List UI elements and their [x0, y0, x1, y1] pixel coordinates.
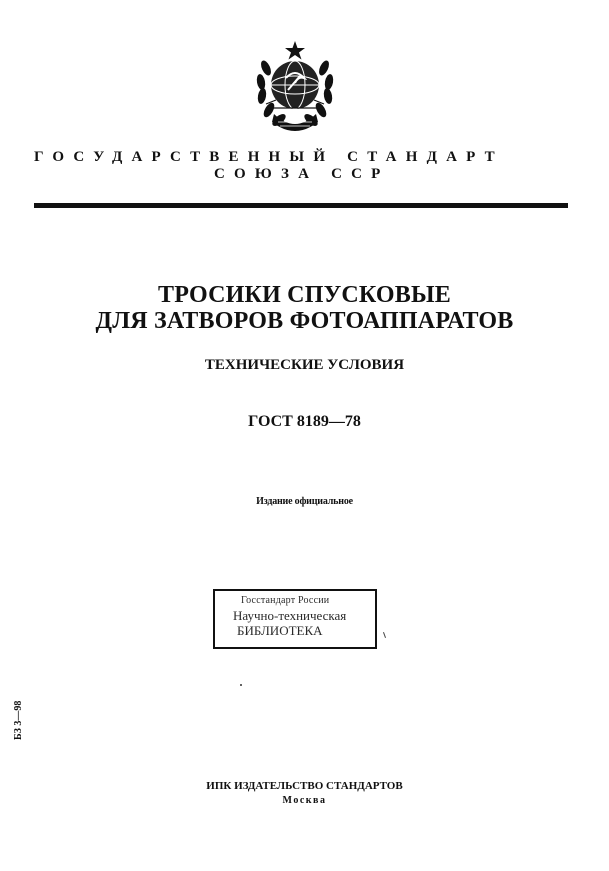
document-title-line-2: ДЛЯ ЗАТВОРОВ ФОТОАППАРАТОВ: [95, 308, 514, 334]
stamp-line-1: Госстандарт России: [241, 595, 330, 606]
header-divider: [34, 203, 568, 208]
document-subtitle: ТЕХНИЧЕСКИЕ УСЛОВИЯ: [204, 357, 405, 373]
ussr-coat-of-arms-icon: [246, 38, 344, 136]
document-title-line-1: ТРОСИКИ СПУСКОВЫЕ: [158, 282, 451, 308]
stamp-line-3: БИБЛИОТЕКА: [237, 623, 323, 638]
stamp-mark: [383, 632, 386, 638]
side-code: БЗ 3—98: [13, 700, 24, 740]
publisher-city: Москва: [282, 795, 327, 806]
header-line-2: СОЮЗА ССР: [214, 166, 390, 182]
speck: [240, 684, 242, 686]
stamp-line-2: Научно-техническая: [233, 608, 347, 623]
publisher-name: ИПК ИЗДАТЕЛЬСТВО СТАНДАРТОВ: [206, 780, 403, 792]
edition-note: Издание официальное: [256, 496, 353, 507]
header-line-1: ГОСУДАРСТВЕННЫЙ СТАНДАРТ: [34, 149, 504, 165]
library-stamp: [213, 589, 377, 649]
gost-number: ГОСТ 8189—78: [248, 413, 361, 430]
